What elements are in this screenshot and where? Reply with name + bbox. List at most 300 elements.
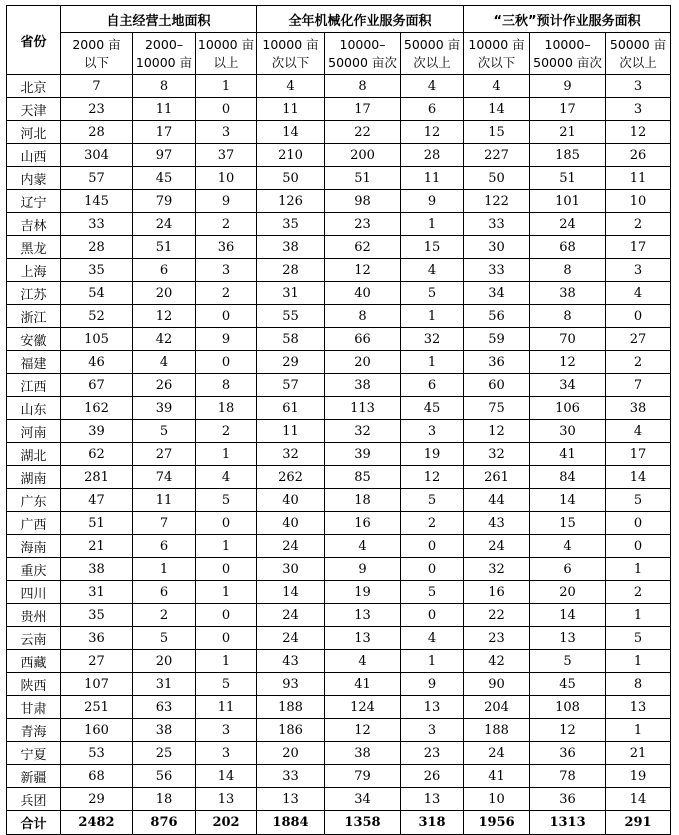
value-cell: 20 [530,581,606,604]
value-cell: 14 [530,489,606,512]
value-cell: 11 [401,167,464,190]
value-cell: 3 [196,259,257,282]
province-cell: 新疆 [7,765,61,788]
province-cell: 贵州 [7,604,61,627]
value-cell: 160 [61,719,133,742]
province-cell: 湖南 [7,466,61,489]
value-cell: 55 [257,305,325,328]
table-row [7,167,671,190]
subheader-land-below-2000: 2000 亩 以下 [61,33,133,75]
table-row [7,742,671,765]
value-cell: 26 [401,765,464,788]
value-cell: 262 [257,466,325,489]
value-cell: 74 [133,466,196,489]
value-cell: 4 [464,75,530,98]
table-row [7,98,671,121]
value-cell: 11 [257,420,325,443]
value-cell: 28 [61,236,133,259]
table-row [7,190,671,213]
value-cell: 46 [61,351,133,374]
value-cell: 188 [464,719,530,742]
value-cell: 57 [61,167,133,190]
value-cell: 14 [257,581,325,604]
value-cell: 1 [401,650,464,673]
province-cell: 上海 [7,259,61,282]
subheader-autumn-above-50000: 50000 亩 次以上 [606,33,671,75]
value-cell: 145 [61,190,133,213]
value-cell: 38 [606,397,671,420]
value-cell: 186 [257,719,325,742]
province-cell: 安徽 [7,328,61,351]
value-cell: 23 [401,742,464,765]
value-cell: 3 [401,719,464,742]
value-cell: 19 [606,765,671,788]
value-cell: 6 [401,374,464,397]
value-cell: 8 [325,305,401,328]
table-row [7,328,671,351]
value-cell: 304 [61,144,133,167]
value-cell: 37 [196,144,257,167]
value-cell: 227 [464,144,530,167]
value-cell: 31 [257,282,325,305]
table-row [7,489,671,512]
value-cell: 11 [133,98,196,121]
total-value-cell: 1956 [464,811,530,835]
table-row [7,788,671,811]
value-cell: 85 [325,466,401,489]
table-row [7,627,671,650]
value-cell: 62 [61,443,133,466]
province-cell: 宁夏 [7,742,61,765]
value-cell: 78 [530,765,606,788]
table-row [7,650,671,673]
value-cell: 41 [464,765,530,788]
group-header-autumn-service: “三秋”预计作业服务面积 [464,6,671,33]
value-cell: 1 [196,650,257,673]
value-cell: 21 [61,535,133,558]
value-cell: 2 [606,351,671,374]
value-cell: 23 [61,98,133,121]
value-cell: 28 [401,144,464,167]
province-cell: 福建 [7,351,61,374]
value-cell: 10 [606,190,671,213]
value-cell: 122 [464,190,530,213]
table-row [7,466,671,489]
province-cell: 吉林 [7,213,61,236]
value-cell: 22 [464,604,530,627]
province-cell: 海南 [7,535,61,558]
value-cell: 35 [61,259,133,282]
value-cell: 20 [257,742,325,765]
value-cell: 12 [325,259,401,282]
table-row [7,696,671,719]
value-cell: 4 [401,627,464,650]
value-cell: 4 [257,75,325,98]
table-row [7,351,671,374]
table-row [7,443,671,466]
value-cell: 29 [61,788,133,811]
value-cell: 5 [401,282,464,305]
value-cell: 3 [196,121,257,144]
value-cell: 43 [464,512,530,535]
province-cell: 江苏 [7,282,61,305]
value-cell: 29 [257,351,325,374]
value-cell: 105 [61,328,133,351]
value-cell: 0 [196,351,257,374]
table-header [7,6,671,75]
value-cell: 36 [464,351,530,374]
value-cell: 32 [257,443,325,466]
province-cell: 广西 [7,512,61,535]
value-cell: 18 [325,489,401,512]
table-row [7,604,671,627]
value-cell: 1 [196,443,257,466]
value-cell: 45 [530,673,606,696]
value-cell: 14 [530,604,606,627]
value-cell: 50 [464,167,530,190]
value-cell: 13 [401,696,464,719]
value-cell: 36 [530,742,606,765]
value-cell: 41 [530,443,606,466]
table-row [7,558,671,581]
value-cell: 38 [257,236,325,259]
value-cell: 24 [257,604,325,627]
value-cell: 9 [196,190,257,213]
value-cell: 39 [325,443,401,466]
value-cell: 79 [325,765,401,788]
value-cell: 17 [606,236,671,259]
value-cell: 12 [133,305,196,328]
value-cell: 17 [606,443,671,466]
value-cell: 33 [464,213,530,236]
value-cell: 30 [530,420,606,443]
value-cell: 12 [530,719,606,742]
province-cell: 山西 [7,144,61,167]
value-cell: 25 [133,742,196,765]
value-cell: 5 [606,489,671,512]
value-cell: 27 [61,650,133,673]
table-row [7,397,671,420]
value-cell: 5 [401,489,464,512]
table-row [7,673,671,696]
value-cell: 56 [464,305,530,328]
value-cell: 0 [196,558,257,581]
province-cell: 云南 [7,627,61,650]
value-cell: 23 [325,213,401,236]
value-cell: 210 [257,144,325,167]
value-cell: 35 [257,213,325,236]
value-cell: 126 [257,190,325,213]
province-cell: 河北 [7,121,61,144]
value-cell: 93 [257,673,325,696]
value-cell: 26 [133,374,196,397]
value-cell: 24 [257,535,325,558]
value-cell: 15 [530,512,606,535]
value-cell: 13 [530,627,606,650]
value-cell: 5 [133,627,196,650]
value-cell: 11 [196,696,257,719]
province-cell: 西藏 [7,650,61,673]
value-cell: 36 [196,236,257,259]
value-cell: 97 [133,144,196,167]
total-value-cell: 318 [401,811,464,835]
value-cell: 18 [133,788,196,811]
value-cell: 10 [196,167,257,190]
subheader-autumn-below-10000: 10000 亩 次以下 [464,33,530,75]
value-cell: 98 [325,190,401,213]
province-data-table [6,5,671,835]
value-cell: 33 [257,765,325,788]
value-cell: 62 [325,236,401,259]
value-cell: 40 [325,282,401,305]
value-cell: 11 [257,98,325,121]
value-cell: 45 [133,167,196,190]
value-cell: 0 [606,535,671,558]
value-cell: 17 [530,98,606,121]
province-cell: 广东 [7,489,61,512]
value-cell: 4 [401,75,464,98]
value-cell: 53 [61,742,133,765]
value-cell: 61 [257,397,325,420]
value-cell: 22 [325,121,401,144]
value-cell: 124 [325,696,401,719]
value-cell: 12 [464,420,530,443]
value-cell: 5 [530,650,606,673]
value-cell: 7 [133,512,196,535]
value-cell: 68 [61,765,133,788]
value-cell: 7 [606,374,671,397]
value-cell: 108 [530,696,606,719]
value-cell: 1 [401,351,464,374]
value-cell: 4 [606,420,671,443]
value-cell: 28 [257,259,325,282]
value-cell: 42 [464,650,530,673]
value-cell: 20 [133,282,196,305]
total-value-cell: 291 [606,811,671,835]
value-cell: 2 [606,581,671,604]
value-cell: 40 [257,512,325,535]
table-row [7,374,671,397]
value-cell: 162 [61,397,133,420]
subheader-autumn-10000-50000: 10000– 50000 亩次 [530,33,606,75]
value-cell: 1 [606,650,671,673]
value-cell: 20 [325,351,401,374]
value-cell: 34 [530,374,606,397]
value-cell: 1 [133,558,196,581]
value-cell: 26 [606,144,671,167]
value-cell: 30 [257,558,325,581]
value-cell: 3 [196,742,257,765]
value-cell: 13 [325,627,401,650]
value-cell: 8 [530,305,606,328]
value-cell: 1 [401,305,464,328]
value-cell: 12 [530,351,606,374]
table-row [7,512,671,535]
value-cell: 39 [133,397,196,420]
province-cell: 北京 [7,75,61,98]
value-cell: 10 [464,788,530,811]
value-cell: 12 [401,121,464,144]
value-cell: 70 [530,328,606,351]
table-row [7,144,671,167]
value-cell: 35 [61,604,133,627]
value-cell: 41 [325,673,401,696]
value-cell: 261 [464,466,530,489]
value-cell: 4 [606,282,671,305]
total-value-cell: 202 [196,811,257,835]
value-cell: 19 [325,581,401,604]
value-cell: 33 [464,259,530,282]
value-cell: 19 [401,443,464,466]
value-cell: 56 [133,765,196,788]
value-cell: 13 [401,788,464,811]
value-cell: 11 [133,489,196,512]
value-cell: 6 [530,558,606,581]
value-cell: 11 [606,167,671,190]
subheader-annual-above-50000: 50000 亩 次以上 [401,33,464,75]
value-cell: 57 [257,374,325,397]
province-cell: 兵团 [7,788,61,811]
value-cell: 66 [325,328,401,351]
value-cell: 106 [530,397,606,420]
value-cell: 3 [401,420,464,443]
value-cell: 14 [606,466,671,489]
value-cell: 31 [133,673,196,696]
value-cell: 101 [530,190,606,213]
province-cell: 青海 [7,719,61,742]
value-cell: 0 [401,604,464,627]
value-cell: 90 [464,673,530,696]
value-cell: 54 [61,282,133,305]
value-cell: 14 [196,765,257,788]
value-cell: 0 [196,627,257,650]
value-cell: 1 [606,558,671,581]
value-cell: 251 [61,696,133,719]
table-row [7,305,671,328]
value-cell: 13 [196,788,257,811]
value-cell: 4 [325,535,401,558]
value-cell: 12 [606,121,671,144]
value-cell: 32 [464,558,530,581]
subheader-land-2000-10000: 2000– 10000 亩 [133,33,196,75]
value-cell: 52 [61,305,133,328]
value-cell: 204 [464,696,530,719]
value-cell: 47 [61,489,133,512]
table-row [7,282,671,305]
value-cell: 60 [464,374,530,397]
value-cell: 8 [196,374,257,397]
value-cell: 36 [61,627,133,650]
province-cell: 江西 [7,374,61,397]
value-cell: 4 [133,351,196,374]
value-cell: 2 [196,420,257,443]
value-cell: 107 [61,673,133,696]
subheader-annual-10000-50000: 10000– 50000 亩次 [325,33,401,75]
table-row [7,535,671,558]
province-cell: 重庆 [7,558,61,581]
value-cell: 38 [325,374,401,397]
value-cell: 3 [606,75,671,98]
table-row [7,719,671,742]
value-cell: 38 [325,742,401,765]
province-cell: 河南 [7,420,61,443]
value-cell: 17 [325,98,401,121]
subheader-land-above-10000: 10000 亩 以上 [196,33,257,75]
value-cell: 200 [325,144,401,167]
province-cell: 四川 [7,581,61,604]
value-cell: 24 [530,213,606,236]
value-cell: 9 [325,558,401,581]
value-cell: 84 [530,466,606,489]
total-value-cell: 2482 [61,811,133,835]
value-cell: 68 [530,236,606,259]
value-cell: 18 [196,397,257,420]
value-cell: 16 [325,512,401,535]
value-cell: 4 [196,466,257,489]
value-cell: 0 [196,305,257,328]
province-cell: 陕西 [7,673,61,696]
province-cell: 内蒙 [7,167,61,190]
total-value-cell: 876 [133,811,196,835]
table-row [7,121,671,144]
value-cell: 33 [61,213,133,236]
table-row [7,581,671,604]
value-cell: 14 [464,98,530,121]
table-row [7,259,671,282]
value-cell: 21 [606,742,671,765]
value-cell: 5 [606,627,671,650]
value-cell: 8 [530,259,606,282]
value-cell: 24 [133,213,196,236]
value-cell: 38 [530,282,606,305]
value-cell: 23 [464,627,530,650]
value-cell: 24 [464,535,530,558]
value-cell: 13 [325,604,401,627]
value-cell: 9 [401,190,464,213]
value-cell: 2 [196,282,257,305]
province-cell: 浙江 [7,305,61,328]
group-header-annual-mechanized-service: 全年机械化作业服务面积 [257,6,464,33]
value-cell: 14 [606,788,671,811]
value-cell: 0 [196,604,257,627]
value-cell: 79 [133,190,196,213]
value-cell: 12 [325,719,401,742]
value-cell: 24 [464,742,530,765]
value-cell: 13 [257,788,325,811]
table-row [7,75,671,98]
value-cell: 7 [61,75,133,98]
value-cell: 1 [606,719,671,742]
value-cell: 59 [464,328,530,351]
value-cell: 16 [464,581,530,604]
value-cell: 14 [257,121,325,144]
value-cell: 4 [401,259,464,282]
province-cell: 山东 [7,397,61,420]
province-cell: 湖北 [7,443,61,466]
value-cell: 28 [61,121,133,144]
value-cell: 21 [530,121,606,144]
value-cell: 2 [401,512,464,535]
value-cell: 0 [401,535,464,558]
value-cell: 13 [606,696,671,719]
value-cell: 6 [401,98,464,121]
province-cell: 黑龙 [7,236,61,259]
value-cell: 51 [530,167,606,190]
value-cell: 0 [606,512,671,535]
total-value-cell: 1884 [257,811,325,835]
table-body [7,75,671,835]
table-row [7,213,671,236]
